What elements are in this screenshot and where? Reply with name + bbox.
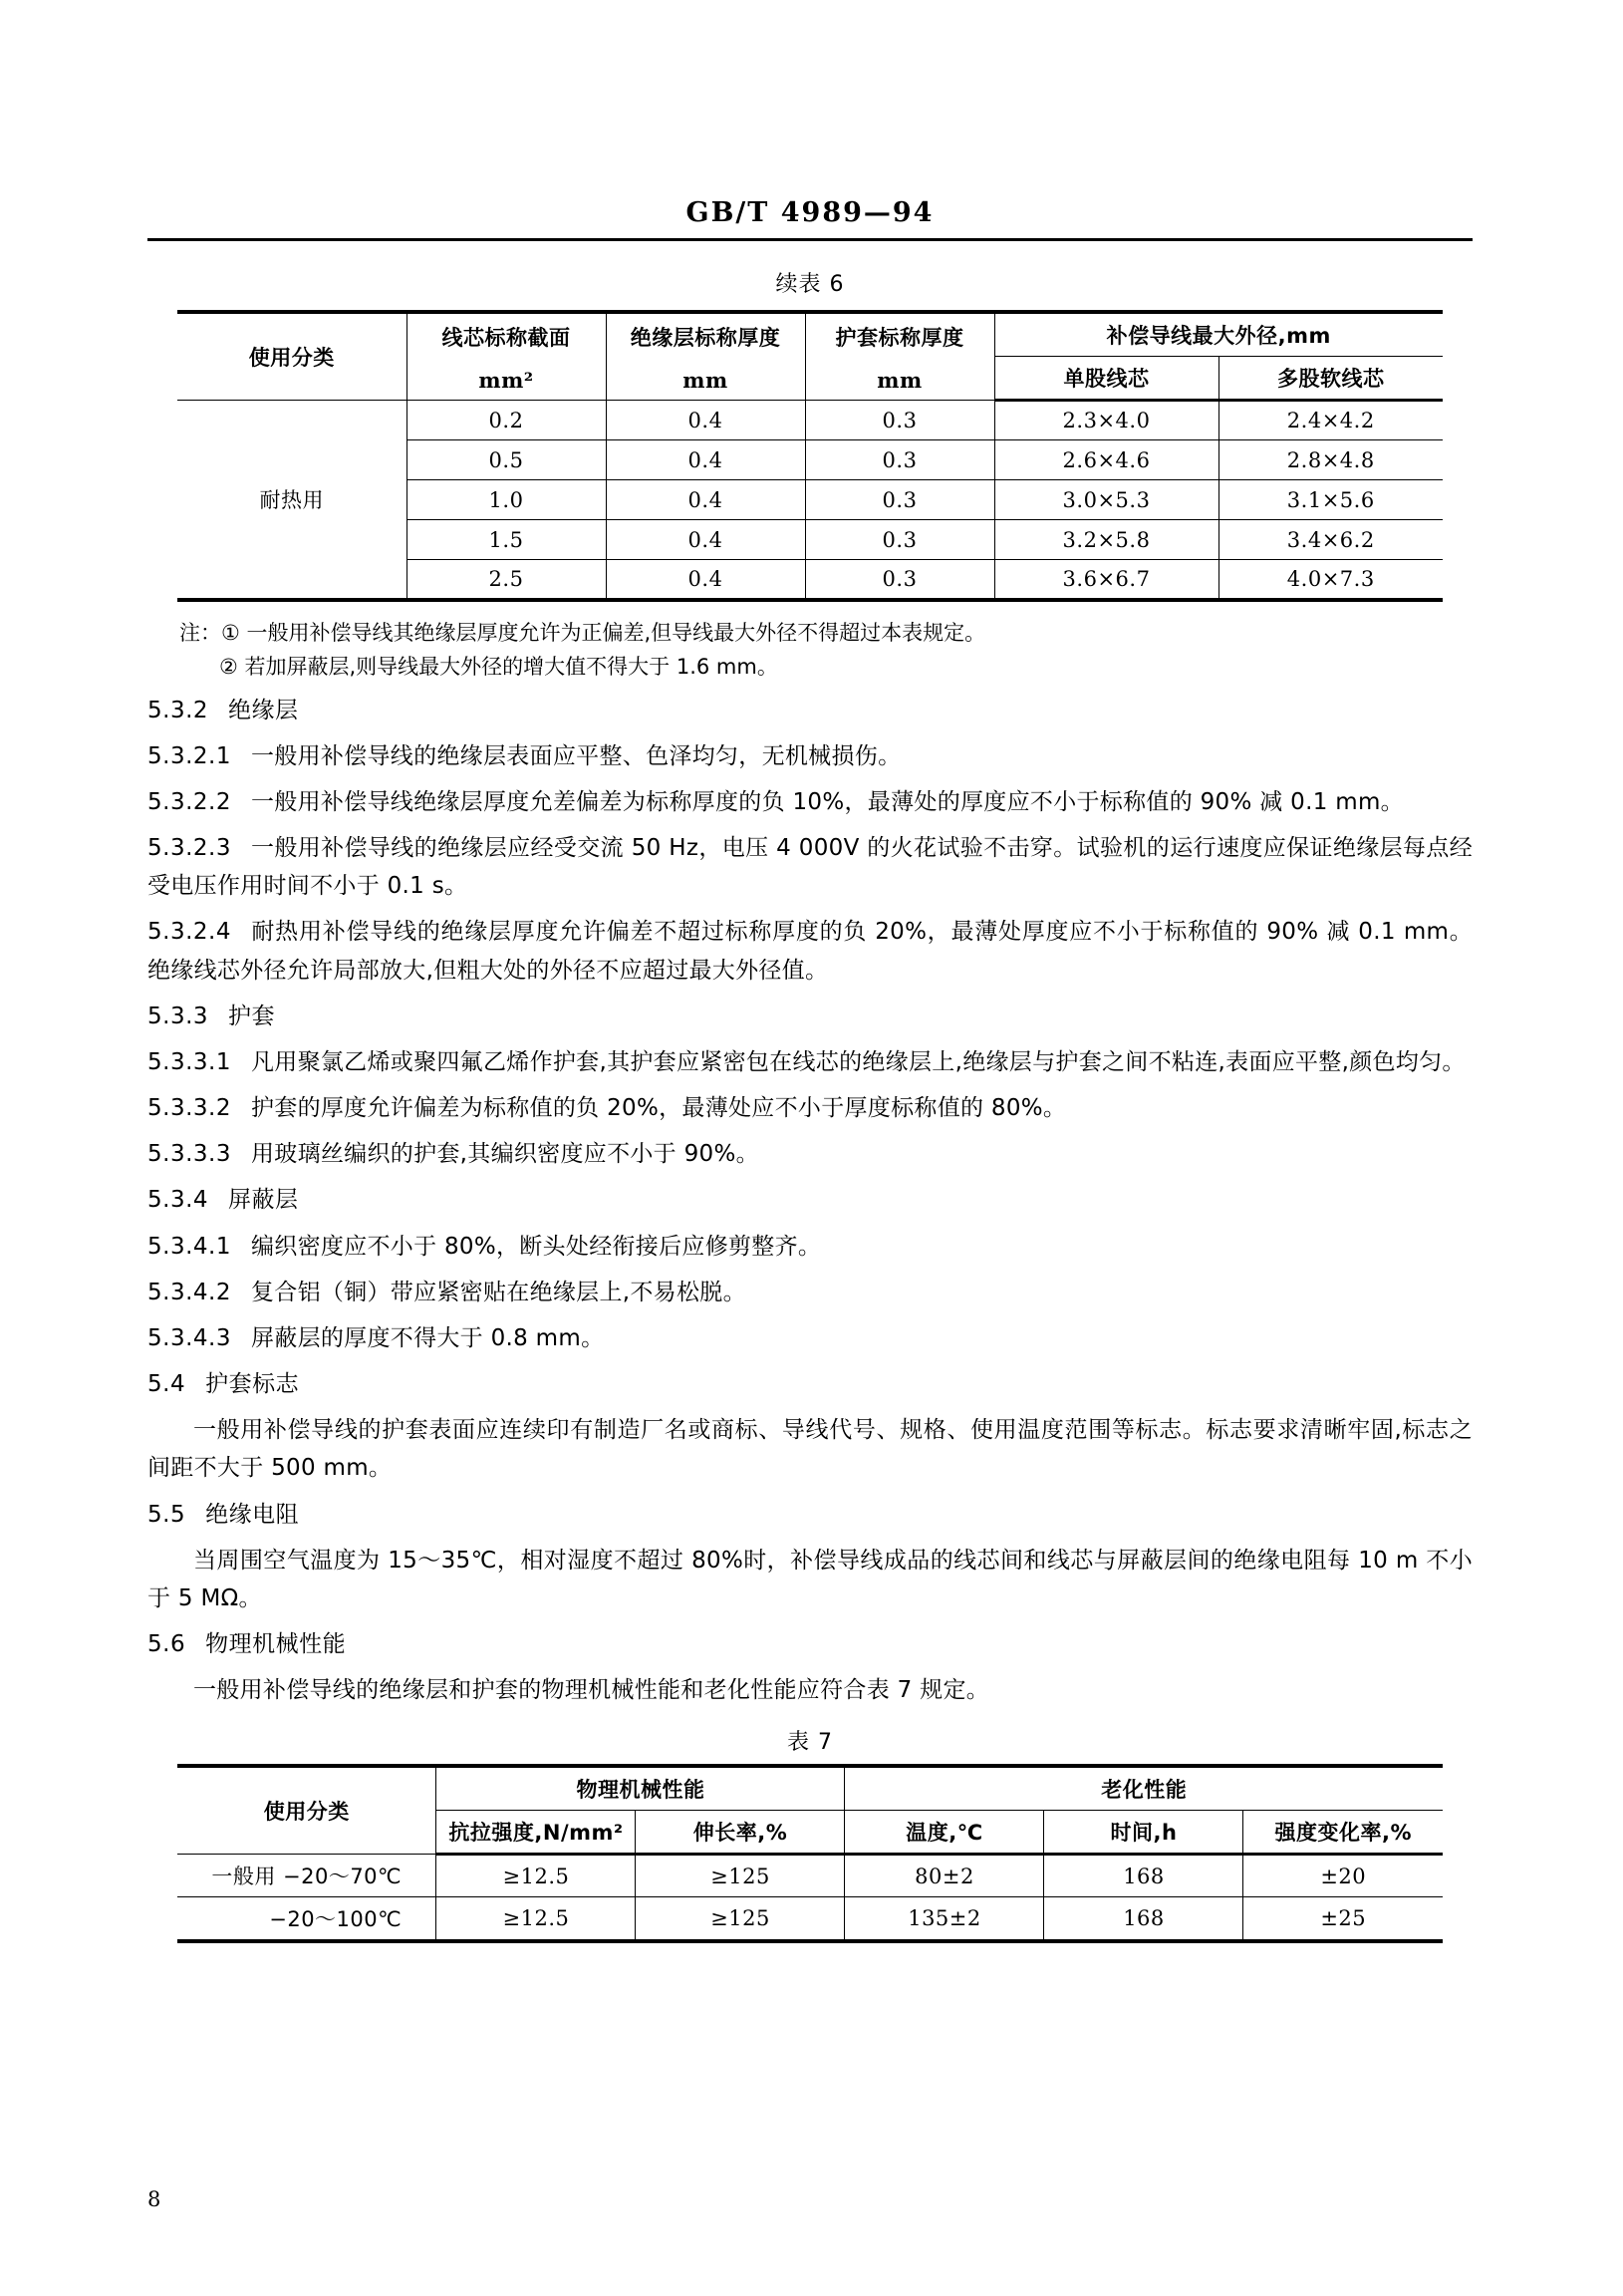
table7-cell-temperature: 135±2 (845, 1897, 1044, 1942)
clause-5-5-number: 5.5 (147, 1501, 186, 1528)
table7-cell-temperature: 80±2 (845, 1855, 1044, 1897)
table6-cell-section: 1.5 (406, 520, 606, 560)
clause-5-3-4-1-number: 5.3.4.1 (147, 1233, 231, 1260)
table7-cell-strength-change: ±20 (1243, 1855, 1443, 1897)
table6-cell-section: 0.5 (406, 440, 606, 480)
table6-th-multi-core: 多股软线芯 (1218, 357, 1443, 401)
clause-5-3-3-number: 5.3.3 (147, 1003, 209, 1029)
header-rule (147, 238, 1473, 241)
table6-cell-insulation: 0.4 (606, 560, 805, 600)
table6-th-single-core: 单股线芯 (994, 357, 1218, 401)
table6-header-row-1 (177, 312, 1443, 357)
table6-th-sheath (805, 312, 994, 401)
clause-5-3-2-3-number: 5.3.2.3 (147, 835, 231, 862)
table6-cell-insulation: 0.4 (606, 401, 805, 440)
clause-5-4 (147, 1357, 1473, 1403)
table6-th-core-section-unit: mm² (478, 367, 534, 393)
table7-cell-usage: 一般用 −20～70℃ (177, 1855, 436, 1897)
table7-cell-usage: −20～100℃ (177, 1897, 436, 1942)
table7-th-elongation: 伸长率,% (636, 1811, 845, 1855)
table6-cell-sheath: 0.3 (805, 560, 994, 600)
table6-cell-multi: 2.4×4.2 (1218, 401, 1443, 440)
table6-cell-section: 1.0 (406, 480, 606, 520)
clause-5-3-3-1-text: 凡用聚氯乙烯或聚四氟乙烯作护套,其护套应紧密包在线芯的绝缘层上,绝缘层与护套之间不粘连,表面应平整,颜色均匀。 (250, 1048, 1466, 1075)
table6-cell-multi: 3.1×5.6 (1218, 480, 1443, 520)
table7-cell-time: 168 (1044, 1855, 1243, 1897)
table7-cell-time: 168 (1044, 1897, 1243, 1942)
clause-5-3-2-1-text: 一般用补偿导线的绝缘层表面应平整、色泽均匀，无机械损伤。 (250, 742, 902, 769)
table7-cell-tensile: ≥12.5 (436, 1897, 636, 1942)
clause-5-5 (147, 1488, 1473, 1534)
table6-notes (147, 616, 1473, 684)
table7-caption: 表 7 (787, 1730, 833, 1756)
table7-th-mech-group: 物理机械性能 (436, 1766, 845, 1811)
clause-5-3-2-1-number: 5.3.2.1 (147, 742, 231, 769)
clause-5-3-2-1 (147, 729, 1473, 775)
table6-cell-sheath: 0.3 (805, 520, 994, 560)
clause-5-3-4-2 (147, 1266, 1473, 1311)
clause-5-6 (147, 1617, 1473, 1663)
table7-th-time: 时间,h (1044, 1811, 1243, 1855)
clause-5-3-3 (147, 990, 1473, 1035)
table6-cell-insulation: 0.4 (606, 480, 805, 520)
table7-th-strength-change: 强度变化率,% (1243, 1811, 1443, 1855)
table6-caption: 续表 6 (775, 272, 845, 297)
table7-th-temperature: 温度,℃ (845, 1811, 1044, 1855)
clause-5-3-3-3 (147, 1127, 1473, 1173)
clause-5-3-2-2 (147, 775, 1473, 821)
table6-th-sheath-unit: mm (877, 367, 923, 393)
table6-cell-sheath: 0.3 (805, 401, 994, 440)
clause-5-6-number: 5.6 (147, 1631, 186, 1658)
clause-5-3-3-1 (147, 1035, 1473, 1081)
table6-cell-section: 2.5 (406, 560, 606, 600)
clause-5-3-4-3-number: 5.3.4.3 (147, 1324, 231, 1351)
clause-5-3-3-3-number: 5.3.3.3 (147, 1141, 231, 1168)
clause-5-3-2-number: 5.3.2 (147, 697, 209, 723)
clause-5-3-4-2-number: 5.3.4.2 (147, 1279, 231, 1305)
clause-5-4-body: 一般用补偿导线的护套表面应连续印有制造厂名或商标、导线代号、规格、使用温度范围等标志。标志要求清晰牢固,标志之间距不大于 500 mm。 (147, 1417, 1473, 1482)
clause-5-6-title: 物理机械性能 (205, 1631, 347, 1658)
clause-5-3-2-4-number: 5.3.2.4 (147, 919, 231, 946)
table7-th-aging-group: 老化性能 (845, 1766, 1443, 1811)
table6-body (177, 401, 1443, 600)
clause-5-3-2-4-text: 耐热用补偿导线的绝缘层厚度允许偏差不超过标称厚度的负 20%，最薄处厚度应不小于标称值的 90% 减 0.1 mm。绝缘线芯外径允许局部放大,但粗大处的外径不应超过最大外径值。 (147, 919, 1473, 984)
table7-cell-strength-change: ±25 (1243, 1897, 1443, 1942)
clause-5-3-2-2-text: 一般用补偿导线绝缘层厚度允差偏差为标称厚度的负 10%，最薄处的厚度应不小于标称值的 90% 减 0.1 mm。 (250, 788, 1404, 815)
table6-cell-single: 2.3×4.0 (994, 401, 1218, 440)
table6-cell-sheath: 0.3 (805, 480, 994, 520)
clause-5-3-3-2-text: 护套的厚度允许偏差为标称值的负 20%，最薄处应不小于厚度标称值的 80%。 (250, 1095, 1067, 1122)
table6-usage-class-value: 耐热用 (177, 401, 406, 600)
clause-5-3-3-1-number: 5.3.3.1 (147, 1048, 231, 1075)
table6-cell-single: 3.0×5.3 (994, 480, 1218, 520)
clause-5-3-4 (147, 1173, 1473, 1219)
table7-cell-elongation: ≥125 (636, 1855, 845, 1897)
table7-th-usage-class: 使用分类 (177, 1766, 436, 1855)
clause-5-3-4-1-text: 编织密度应不小于 80%，断头处经衔接后应修剪整齐。 (250, 1233, 822, 1260)
table-row (177, 1855, 1443, 1897)
table6-th-insulation-unit: mm (682, 367, 728, 393)
clause-5-3-4-3 (147, 1311, 1473, 1357)
table6-cell-multi: 2.8×4.8 (1218, 440, 1443, 480)
table6-th-core-section-label: 线芯标称截面 (441, 325, 571, 350)
table7-cell-tensile: ≥12.5 (436, 1855, 636, 1897)
table6-cell-single: 2.6×4.6 (994, 440, 1218, 480)
table6-note-2: ② 若加屏蔽层,则导线最大外径的增大值不得大于 1.6 mm。 (219, 654, 778, 679)
page-number: 8 (147, 2187, 161, 2211)
clause-5-4-number: 5.4 (147, 1371, 186, 1398)
clause-5-3-2 (147, 684, 1473, 729)
clause-5-3-2-3 (147, 821, 1473, 905)
clause-5-3-2-4 (147, 905, 1473, 989)
clause-5-3-2-3-text: 一般用补偿导线的绝缘层应经受交流 50 Hz，电压 4 000V 的火花试验不击穿。试验机的运行速度应保证绝缘层每点经受电压作用时间不小于 0.1 s。 (147, 835, 1473, 900)
table6 (177, 310, 1443, 602)
clause-5-3-3-2 (147, 1081, 1473, 1127)
table6-cell-multi: 4.0×7.3 (1218, 560, 1443, 600)
table6-th-max-od-group: 补偿导线最大外径,mm (994, 312, 1443, 357)
table6-cell-single: 3.2×5.8 (994, 520, 1218, 560)
clause-5-3-4-3-text: 屏蔽层的厚度不得大于 0.8 mm。 (250, 1324, 605, 1351)
clause-5-3-2-title: 绝缘层 (228, 697, 299, 723)
table6-th-sheath-label: 护套标称厚度 (835, 325, 964, 350)
table6-cell-section: 0.2 (406, 401, 606, 440)
table6-cell-insulation: 0.4 (606, 520, 805, 560)
clause-5-3-4-1 (147, 1220, 1473, 1266)
clause-5-4-title: 护套标志 (205, 1371, 300, 1398)
clause-5-3-3-title: 护套 (228, 1003, 276, 1029)
table6-th-core-section (406, 312, 606, 401)
table7-th-tensile: 抗拉强度,N/mm² (436, 1811, 636, 1855)
table6-cell-insulation: 0.4 (606, 440, 805, 480)
table7-header-row-1 (177, 1766, 1443, 1811)
table6-note-1: 注：① 一般用补偿导线其绝缘层厚度允许为正偏差,但导线最大外径不得超过本表规定。 (179, 620, 986, 645)
table6-cell-sheath: 0.3 (805, 440, 994, 480)
clause-5-6-body: 一般用补偿导线的绝缘层和护套的物理机械性能和老化性能应符合表 7 规定。 (193, 1677, 990, 1704)
clause-5-3-2-2-number: 5.3.2.2 (147, 788, 231, 815)
table6-cell-single: 3.6×6.7 (994, 560, 1218, 600)
clause-5-5-title: 绝缘电阻 (205, 1501, 300, 1528)
table-row (177, 1897, 1443, 1942)
table-row (177, 401, 1443, 440)
clause-5-3-3-3-text: 用玻璃丝编织的护套,其编织密度应不小于 90%。 (250, 1141, 759, 1168)
clause-5-5-body: 当周围空气温度为 15～35℃，相对湿度不超过 80%时，补偿导线成品的线芯间和线芯与屏蔽层间的绝缘电阻每 10 m 不小于 5 MΩ。 (147, 1547, 1473, 1611)
table7 (177, 1764, 1443, 1943)
standard-number-header: GB/T 4989—94 (685, 197, 935, 228)
table6-cell-multi: 3.4×6.2 (1218, 520, 1443, 560)
table7-body (177, 1855, 1443, 1942)
table6-th-usage-class (177, 312, 406, 401)
clause-5-3-4-title: 屏蔽层 (228, 1187, 299, 1214)
clause-5-3-3-2-number: 5.3.3.2 (147, 1095, 231, 1122)
table6-th-usage-class-label: 使用分类 (248, 346, 335, 370)
clause-5-3-4-2-text: 复合铝（铜）带应紧密贴在绝缘层上,不易松脱。 (250, 1279, 746, 1305)
table6-th-insulation (606, 312, 805, 401)
clause-5-3-4-number: 5.3.4 (147, 1187, 209, 1214)
table7-cell-elongation: ≥125 (636, 1897, 845, 1942)
page-content (147, 0, 1473, 1943)
table6-th-insulation-label: 绝缘层标称厚度 (630, 325, 781, 350)
